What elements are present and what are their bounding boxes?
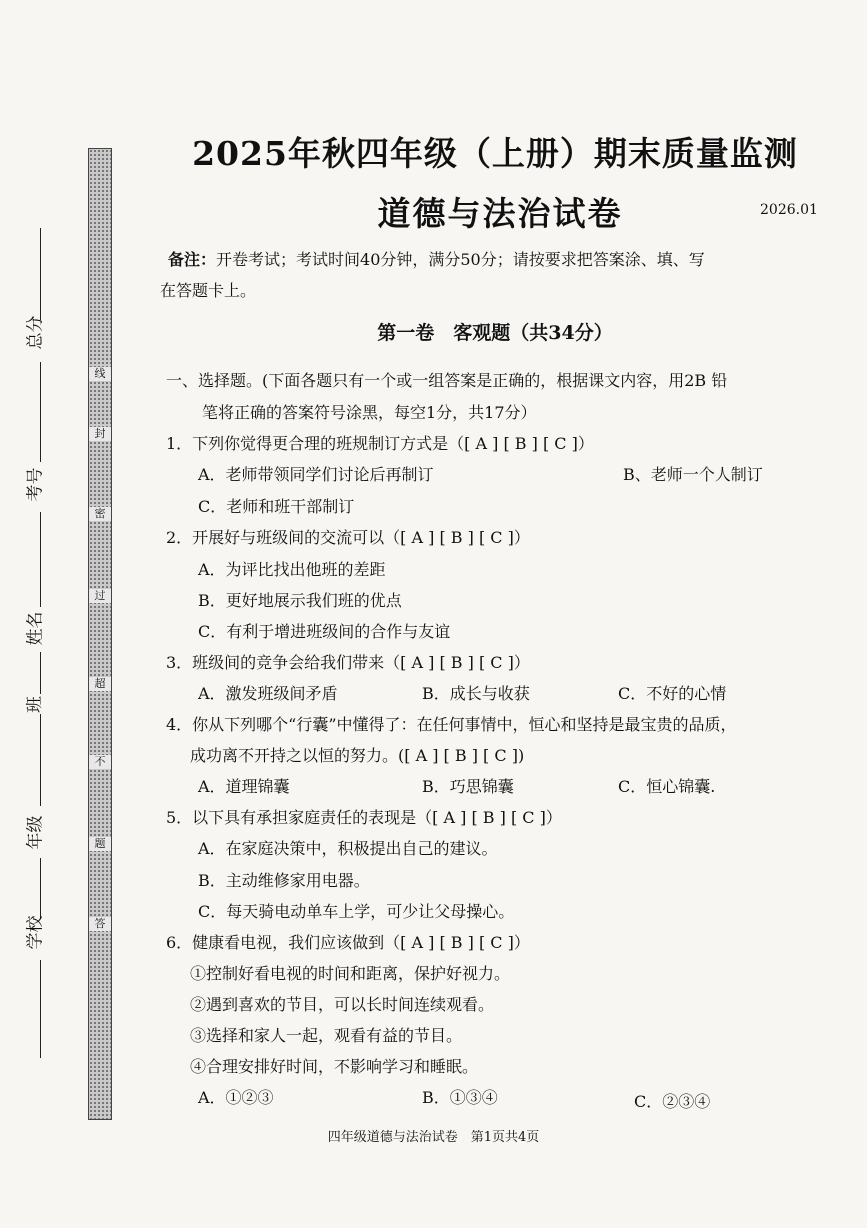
question-6-item-2: ②遇到喜欢的节目，可以长时间连续观看。 xyxy=(190,995,495,1014)
exam-date: 2026.01 xyxy=(760,202,818,218)
question-6-option-b: B．①③④ xyxy=(422,1088,498,1107)
question-6-option-a: A．①②③ xyxy=(198,1088,274,1107)
bind-char: 密 xyxy=(89,507,111,521)
question-4-stem: 4．你从下列哪个“行囊”中懂得了：在任何事情中，恒心和坚持是最宝贵的品质， xyxy=(166,715,737,734)
note-label: 备注： xyxy=(168,250,217,269)
exam-no-label: 考号 xyxy=(25,467,46,502)
question-4-option-b: B．巧思锦囊 xyxy=(422,777,514,796)
part-heading-line2: 笔将正确的答案符号涂黑，每空1分，共17分） xyxy=(202,403,537,422)
class-line xyxy=(40,652,41,694)
question-5-option-b: B．主动维修家用电器。 xyxy=(198,871,370,890)
exam-title: 2025年秋四年级（上册）期末质量监测 xyxy=(192,134,798,173)
exam-note xyxy=(160,244,828,306)
question-3-option-a: A．激发班级间矛盾 xyxy=(198,684,338,703)
part-heading-line1: 一、选择题。(下面各题只有一个或一组答案是正确的，根据课文内容，用2B 铅 xyxy=(166,371,728,390)
page-footer: 四年级道德与法治试卷 第1页共4页 xyxy=(327,1130,540,1145)
binding-strip xyxy=(88,148,112,1120)
question-6-item-4: ④合理安排好时间，不影响学习和睡眠。 xyxy=(190,1057,479,1076)
section-title: 第一卷 客观题（共34分） xyxy=(377,322,613,344)
question-1-option-a: A．老师带领同学们讨论后再制订 xyxy=(198,465,434,484)
school-line-lower xyxy=(40,960,41,1058)
question-2-option-b: B．更好地展示我们班的优点 xyxy=(198,591,402,610)
note-text-1: 开卷考试；考试时间40分钟，满分50分；请按要求把答案涂、填、写 xyxy=(216,250,705,269)
question-6-item-1: ①控制好看电视的时间和距离，保护好视力。 xyxy=(190,964,511,983)
exam-subject-title: 道德与法治试卷 xyxy=(377,194,623,233)
question-2-option-a: A．为评比找出他班的差距 xyxy=(198,560,386,579)
question-6-stem: 6．健康看电视，我们应该做到（[ A ] [ B ] [ C ]） xyxy=(166,933,530,952)
class-label: 班 xyxy=(25,696,45,713)
question-1-option-b: B、老师一个人制订 xyxy=(623,465,763,484)
question-1-option-c: C．老师和班干部制订 xyxy=(198,497,355,516)
question-3-option-c: C．不好的心情 xyxy=(618,684,727,703)
question-4-option-a: A．道理锦囊 xyxy=(198,777,290,796)
grade-line xyxy=(40,714,41,806)
bind-char: 线 xyxy=(89,367,111,381)
name-label: 姓名 xyxy=(25,611,46,646)
total-label: 总分 xyxy=(25,315,46,350)
question-3-stem: 3．班级间的竞争会给我们带来（[ A ] [ B ] [ C ]） xyxy=(166,653,530,672)
question-2-stem: 2．开展好与班级间的交流可以（[ A ] [ B ] [ C ]） xyxy=(166,528,530,547)
bind-char: 答 xyxy=(89,917,111,931)
name-line xyxy=(40,512,41,607)
question-6-option-c: C．②③④ xyxy=(634,1092,711,1111)
note-text-2: 在答题卡上。 xyxy=(160,281,257,300)
question-5-stem: 5．以下具有承担家庭责任的表现是（[ A ] [ B ] [ C ]） xyxy=(166,808,562,827)
grade-label: 年级 xyxy=(25,815,46,850)
bind-char: 不 xyxy=(89,755,111,769)
school-line-upper xyxy=(40,858,41,918)
question-6-item-3: ③选择和家人一起，观看有益的节目。 xyxy=(190,1026,463,1045)
bind-char: 超 xyxy=(89,677,111,691)
question-3-option-b: B．成长与收获 xyxy=(422,684,530,703)
exam-no-line xyxy=(40,362,41,462)
total-line xyxy=(40,228,41,320)
question-4-stem-cont: 成功离不开持之以恒的努力。([ A ] [ B ] [ C ]) xyxy=(190,746,525,765)
bind-char: 过 xyxy=(89,589,111,603)
bind-char: 封 xyxy=(89,427,111,441)
question-2-option-c: C．有利于增进班级间的合作与友谊 xyxy=(198,622,451,641)
question-1-stem: 1．下列你觉得更合理的班规制订方式是（[ A ] [ B ] [ C ]） xyxy=(166,434,594,453)
question-5-option-c: C．每天骑电动单车上学，可少让父母操心。 xyxy=(198,902,515,921)
bind-char: 题 xyxy=(89,837,111,851)
question-5-option-a: A．在家庭决策中，积极提出自己的建议。 xyxy=(198,839,498,858)
school-label: 学校 xyxy=(25,915,46,950)
question-4-option-c: C．恒心锦囊. xyxy=(618,777,716,796)
